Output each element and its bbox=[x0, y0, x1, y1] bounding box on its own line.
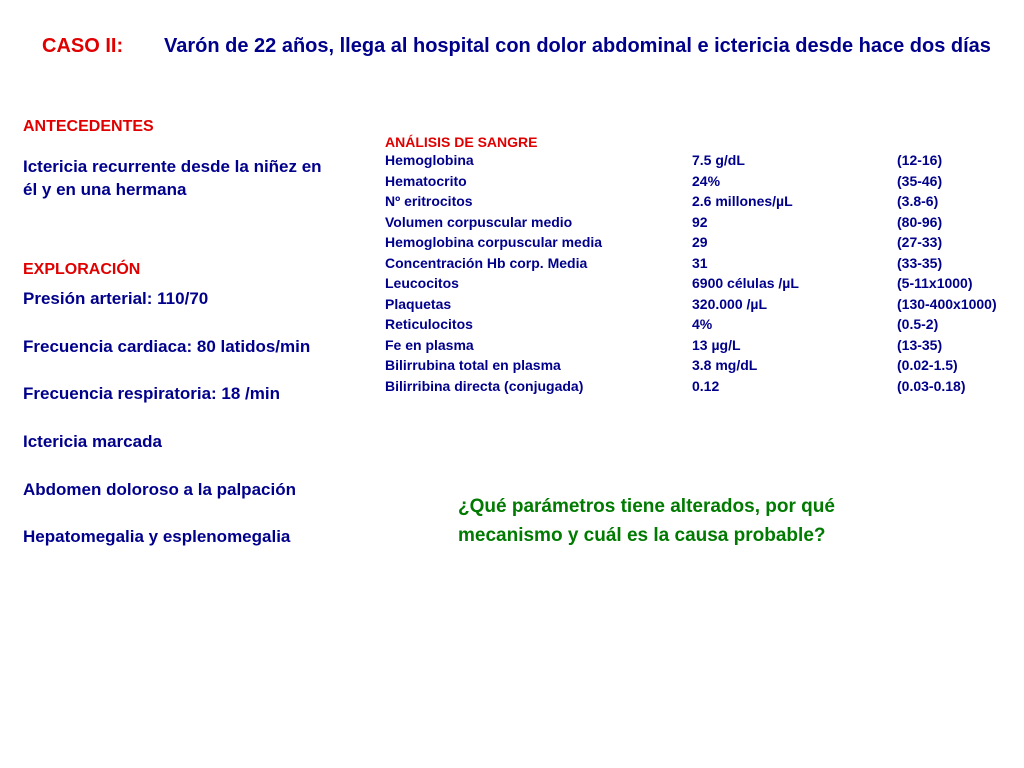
lab-range: (0.03-0.18) bbox=[897, 377, 966, 394]
table-row bbox=[385, 314, 997, 335]
lab-range: (12-16) bbox=[897, 152, 943, 168]
lab-param: Volumen corpuscular medio bbox=[385, 213, 573, 230]
lab-param: Fe en plasma bbox=[385, 336, 474, 353]
lab-value: 3.8 mg/dL bbox=[692, 357, 758, 373]
lab-value: 320.000 /µL bbox=[692, 295, 768, 312]
lab-value: 2.6 millones/µL bbox=[692, 193, 793, 209]
lab-param: Hemoglobina corpuscular media bbox=[385, 234, 603, 250]
antecedentes-text: Ictericia recurrente desde la niñez en él y en una hermana bbox=[23, 157, 322, 199]
lab-param: Hemoglobina bbox=[385, 152, 474, 168]
table-row bbox=[385, 212, 997, 233]
lab-range: (0.02-1.5) bbox=[897, 357, 958, 373]
case-label: CASO II: bbox=[42, 35, 124, 57]
case-description: Varón de 22 años, llega al hospital con dolor abdominal e ictericia desde hace dos días bbox=[164, 35, 991, 57]
table-row bbox=[385, 253, 997, 274]
lab-range: (0.5-2) bbox=[897, 316, 939, 332]
exploracion-item: Abdomen doloroso a la palpación bbox=[23, 479, 296, 499]
lab-range: (5-11x1000) bbox=[897, 275, 973, 291]
question-text: ¿Qué parámetros tiene alterados, por qué mecanismo y cuál es la causa probable? bbox=[458, 496, 835, 546]
lab-range: (27-33) bbox=[897, 234, 943, 250]
lab-param: Bilirribina directa (conjugada) bbox=[385, 377, 584, 394]
case-title bbox=[42, 32, 1002, 60]
lab-value: 4% bbox=[692, 316, 713, 332]
table-row bbox=[385, 232, 997, 253]
lab-value: 31 bbox=[692, 254, 708, 271]
analisis-heading: ANÁLISIS DE SANGRE bbox=[385, 134, 538, 150]
table-row bbox=[385, 191, 997, 212]
lab-value: 0.12 bbox=[692, 377, 720, 394]
lab-range: (80-96) bbox=[897, 213, 943, 230]
exploracion-item: Frecuencia respiratoria: 18 /min bbox=[23, 384, 280, 404]
lab-param: Nº eritrocitos bbox=[385, 193, 473, 209]
exploracion-item: Presión arterial: 110/70 bbox=[23, 289, 209, 308]
table-row bbox=[385, 376, 997, 397]
lab-value: 24% bbox=[692, 172, 721, 189]
lab-param: Bilirrubina total en plasma bbox=[385, 357, 561, 373]
lab-range: (130-400x1000) bbox=[897, 295, 997, 312]
lab-value: 6900 células /µL bbox=[692, 275, 799, 291]
exploracion-list bbox=[23, 287, 310, 573]
lab-param: Hematocrito bbox=[385, 172, 467, 189]
exploracion-item: Ictericia marcada bbox=[23, 432, 162, 452]
lab-value: 92 bbox=[692, 213, 708, 230]
analisis-table bbox=[385, 150, 997, 396]
lab-range: (3.8-6) bbox=[897, 193, 939, 209]
exploracion-item: Hepatomegalia y esplenomegalia bbox=[23, 527, 291, 547]
lab-param: Concentración Hb corp. Media bbox=[385, 254, 588, 271]
lab-range: (13-35) bbox=[897, 336, 943, 353]
table-row bbox=[385, 150, 997, 171]
exploracion-item: Frecuencia cardiaca: 80 latidos/min bbox=[23, 336, 311, 356]
lab-value: 7.5 g/dL bbox=[692, 152, 745, 168]
lab-value: 29 bbox=[692, 234, 708, 250]
lab-param: Reticulocitos bbox=[385, 316, 473, 332]
table-row bbox=[385, 294, 997, 315]
table-row bbox=[385, 335, 997, 356]
table-row bbox=[385, 355, 997, 376]
antecedentes-heading: ANTECEDENTES bbox=[23, 118, 154, 135]
table-row bbox=[385, 273, 997, 294]
lab-param: Leucocitos bbox=[385, 275, 459, 291]
table-row bbox=[385, 171, 997, 192]
exploracion-heading: EXPLORACIÓN bbox=[23, 261, 141, 278]
lab-range: (33-35) bbox=[897, 254, 943, 271]
lab-param: Plaquetas bbox=[385, 295, 452, 312]
lab-value: 13 µg/L bbox=[692, 336, 741, 353]
lab-range: (35-46) bbox=[897, 172, 943, 189]
